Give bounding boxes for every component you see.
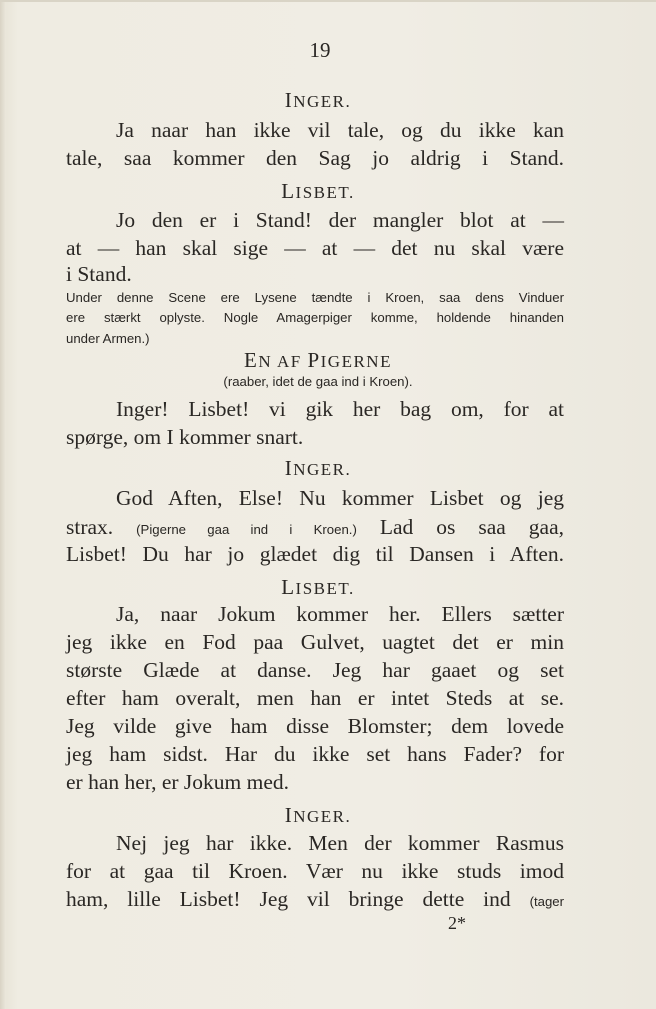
- dialogue-line: Nej jeg har ikke. Men der kommer Rasmus: [116, 831, 564, 855]
- speaker-heading-en-af-pigerne: EN AF PIGERNE: [244, 348, 392, 372]
- dialogue-line: jeg ham sidst. Har du ikke set hans Fader? for: [66, 742, 564, 766]
- speaker-heading-inger: INGER.: [284, 88, 352, 112]
- speaker-heading-lisbet: LISBET.: [281, 575, 355, 599]
- page-number: 19: [309, 38, 331, 62]
- dialogue-line: i Stand.: [66, 262, 132, 286]
- dialogue-line: God Aften, Else! Nu kommer Lisbet og jeg: [116, 486, 564, 510]
- dialogue-line: Inger! Lisbet! vi gik her bag om, for at: [116, 397, 564, 421]
- dialogue-line: største Glæde at danse. Jeg har gaaet og set: [66, 658, 564, 682]
- page-edge-top: [0, 0, 656, 2]
- dialogue-line: for at gaa til Kroen. Vær nu ikke studs imod: [66, 859, 564, 883]
- dialogue-line: Ja naar han ikke vil tale, og du ikke kan: [116, 118, 564, 142]
- dialogue-line: Jeg vilde give ham disse Blomster; dem lovede: [66, 714, 564, 738]
- dialogue-line: jeg ikke en Fod paa Gulvet, uagtet det er min: [66, 630, 564, 654]
- dialogue-line-mixed: [66, 885, 564, 916]
- signature-mark: 2*: [448, 913, 466, 933]
- speaker-heading-lisbet: LISBET.: [281, 179, 355, 203]
- speaker-heading-inger: INGER.: [284, 803, 352, 827]
- dialogue-text: ham, lille Lisbet! Jeg vil bringe dette ind: [66, 887, 511, 911]
- dialogue-line: at — han skal sige — at — det nu skal være: [66, 236, 564, 260]
- speaker-heading-inger: INGER.: [284, 456, 352, 480]
- dialogue-line: tale, saa kommer den Sag jo aldrig i Stand.: [66, 146, 564, 170]
- stage-direction-line: Under denne Scene ere Lysene tændte i Kroen, saa dens Vinduer: [66, 290, 564, 305]
- dialogue-line: Jo den er i Stand! der mangler blot at —: [116, 208, 564, 232]
- inline-stage-direction: (Pigerne gaa ind i Kroen.): [136, 522, 357, 537]
- stage-direction-line: under Armen.): [66, 331, 150, 346]
- inline-stage-direction: (tager: [529, 894, 565, 909]
- stage-direction-line: ere stærkt oplyste. Nogle Amagerpiger komme, holdende hinanden: [66, 310, 564, 325]
- dialogue-line: Ja, naar Jokum kommer her. Ellers sætter: [116, 602, 564, 626]
- dialogue-line: efter ham overalt, men han er intet Steds at se.: [66, 686, 564, 710]
- dialogue-text: Lad os saa gaa,: [379, 515, 564, 539]
- dialogue-line: Lisbet! Du har jo glædet dig til Dansen i Aften.: [66, 542, 564, 566]
- stage-direction-line: (raaber, idet de gaa ind i Kroen).: [223, 374, 413, 389]
- dialogue-line: er han her, er Jokum med.: [66, 770, 290, 794]
- page-edge-left: [0, 0, 6, 1009]
- dialogue-text: strax.: [66, 515, 114, 539]
- dialogue-line: spørge, om I kommer snart.: [66, 425, 304, 449]
